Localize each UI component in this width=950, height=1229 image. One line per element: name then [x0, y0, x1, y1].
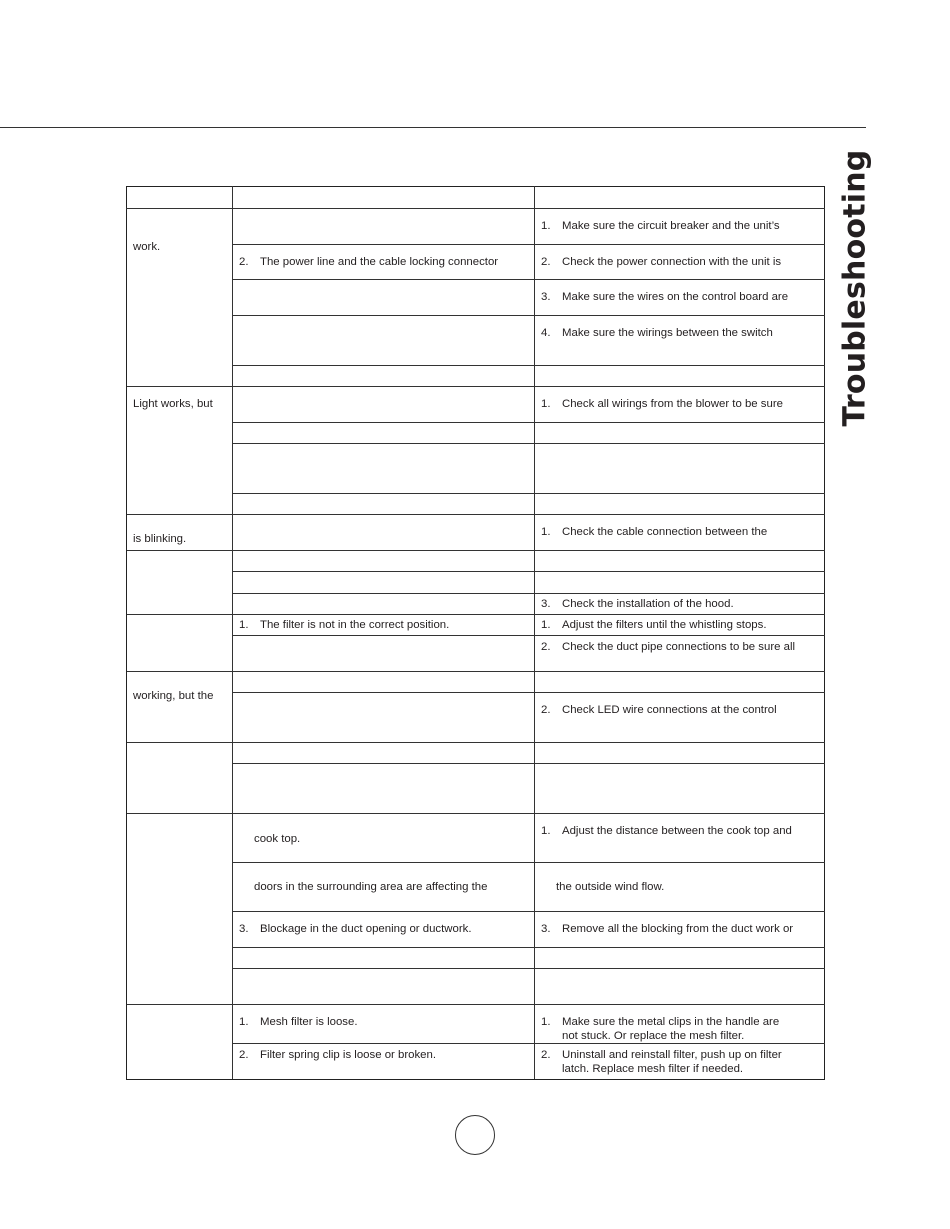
solution-cell: [535, 494, 825, 515]
cause-text: cook top.: [254, 833, 301, 845]
cause-cell: [233, 494, 535, 515]
solution-number: 1.: [541, 1016, 551, 1028]
cause-cell: [233, 316, 535, 366]
cause-text: The filter is not in the correct position.: [260, 619, 450, 631]
solution-number: 3.: [541, 923, 551, 935]
solution-cell: [535, 515, 825, 551]
cause-number: 3.: [239, 923, 249, 935]
cause-cell: [233, 814, 535, 863]
solution-cell: [535, 912, 825, 948]
cause-cell: [233, 515, 535, 551]
solution-cell: [535, 636, 825, 672]
solution-text: Adjust the distance between the cook top and: [562, 825, 792, 837]
cause-cell: [233, 387, 535, 423]
cause-cell: [233, 444, 535, 494]
symptom-cell: [127, 209, 233, 387]
cause-number: 1.: [239, 619, 249, 631]
solution-text: Check all wirings from the blower to be sure: [562, 398, 783, 410]
solution-text: latch. Replace mesh filter if needed.: [562, 1063, 744, 1075]
solution-cell: [535, 423, 825, 444]
troubleshooting-table: [126, 186, 825, 1080]
cause-cell: [233, 423, 535, 444]
solution-number: 2.: [541, 1049, 551, 1061]
cause-cell: [233, 636, 535, 672]
solution-cell: [535, 444, 825, 494]
solution-text: not stuck. Or replace the mesh filter.: [562, 1030, 745, 1042]
solution-cell: [535, 1005, 825, 1044]
solution-cell: [535, 209, 825, 245]
cause-cell: [233, 245, 535, 280]
solution-number: 3.: [541, 598, 551, 610]
cause-cell: [233, 969, 535, 1005]
section-title: Troubleshooting: [837, 149, 873, 427]
cause-number: 1.: [239, 1016, 249, 1028]
symptom-cell: [127, 1005, 233, 1080]
cause-text: doors in the surrounding area are affecting the: [254, 881, 488, 893]
solution-text: Check the cable connection between the: [562, 526, 768, 538]
solution-cell: [535, 1044, 825, 1080]
symptom-text: is blinking.: [133, 533, 187, 545]
solution-number: 1.: [541, 619, 551, 631]
solution-text: Remove all the blocking from the duct work or: [562, 923, 794, 935]
solution-number: 2.: [541, 256, 551, 268]
solution-cell: [535, 280, 825, 316]
solution-cell: [535, 672, 825, 693]
solution-text: Adjust the filters until the whistling stops.: [562, 619, 767, 631]
solution-text: Check the power connection with the unit is: [562, 256, 782, 268]
table-row: [127, 387, 825, 423]
solution-number: 2.: [541, 641, 551, 653]
solution-text: Make sure the circuit breaker and the unit’s: [562, 220, 780, 232]
header-rule: [0, 127, 866, 128]
cause-cell: [233, 672, 535, 693]
cause-cell: [233, 1005, 535, 1044]
cause-cell: [233, 594, 535, 615]
table-row: [127, 672, 825, 693]
solution-cell: [535, 814, 825, 863]
symptom-cell: [127, 615, 233, 672]
cause-cell: [233, 572, 535, 594]
solution-cell: [535, 551, 825, 572]
cause-cell: [233, 1044, 535, 1080]
solution-text: Make sure the metal clips in the handle are: [562, 1016, 780, 1028]
symptom-cell: [127, 743, 233, 814]
solution-cell: [535, 863, 825, 912]
table-row: [127, 551, 825, 572]
symptom-text: working, but the: [133, 690, 214, 702]
cause-cell: [233, 551, 535, 572]
solution-cell: [535, 572, 825, 594]
page-number-circle: [455, 1115, 495, 1155]
cause-cell: [233, 764, 535, 814]
cause-text: Blockage in the duct opening or ductwork.: [260, 923, 472, 935]
header-cell-cause: [233, 187, 535, 209]
solution-cell: [535, 594, 825, 615]
header-cell-symptom: [127, 187, 233, 209]
cause-number: 2.: [239, 1049, 249, 1061]
cause-text: Filter spring clip is loose or broken.: [260, 1049, 436, 1061]
solution-cell: [535, 969, 825, 1005]
symptom-cell: [127, 814, 233, 1005]
solution-text: Check the duct pipe connections to be sure all: [562, 641, 796, 653]
cause-cell: [233, 863, 535, 912]
cause-cell: [233, 948, 535, 969]
table-row: [127, 209, 825, 245]
cause-cell: [233, 280, 535, 316]
solution-text: Make sure the wires on the control board are: [562, 291, 789, 303]
cause-text: Mesh filter is loose.: [260, 1016, 358, 1028]
solution-cell: [535, 693, 825, 743]
cause-cell: [233, 912, 535, 948]
solution-text: Check LED wire connections at the control: [562, 704, 777, 716]
solution-cell: [535, 764, 825, 814]
cause-cell: [233, 743, 535, 764]
symptom-cell: [127, 551, 233, 615]
solution-number: 3.: [541, 291, 551, 303]
cause-cell: [233, 209, 535, 245]
solution-cell: [535, 245, 825, 280]
solution-cell: [535, 316, 825, 366]
solution-number: 1.: [541, 398, 551, 410]
solution-number: 2.: [541, 704, 551, 716]
solution-text: Make sure the wirings between the switch: [562, 327, 773, 339]
cause-cell: [233, 693, 535, 743]
solution-cell: [535, 366, 825, 387]
table-row: [127, 814, 825, 863]
symptom-text: work.: [133, 241, 161, 253]
cause-cell: [233, 615, 535, 636]
solution-number: 4.: [541, 327, 551, 339]
symptom-cell: [127, 672, 233, 743]
cause-cell: [233, 366, 535, 387]
table-header-row: [127, 187, 825, 209]
solution-number: 1.: [541, 825, 551, 837]
header-cell-solution: [535, 187, 825, 209]
table-row: [127, 515, 825, 551]
symptom-cell: [127, 387, 233, 515]
table-row: [127, 1005, 825, 1044]
solution-cell: [535, 743, 825, 764]
solution-number: 1.: [541, 220, 551, 232]
table-row: [127, 615, 825, 636]
solution-text: the outside wind flow.: [556, 881, 665, 893]
table-row: [127, 743, 825, 764]
solution-text: Uninstall and reinstall filter, push up on filter: [562, 1049, 782, 1061]
cause-number: 2.: [239, 256, 249, 268]
solution-number: 1.: [541, 526, 551, 538]
symptom-cell: [127, 515, 233, 551]
solution-cell: [535, 387, 825, 423]
solution-text: Check the installation of the hood.: [562, 598, 734, 610]
solution-cell: [535, 948, 825, 969]
cause-text: The power line and the cable locking connector: [260, 256, 499, 268]
symptom-text: Light works, but: [133, 398, 213, 410]
solution-cell: [535, 615, 825, 636]
